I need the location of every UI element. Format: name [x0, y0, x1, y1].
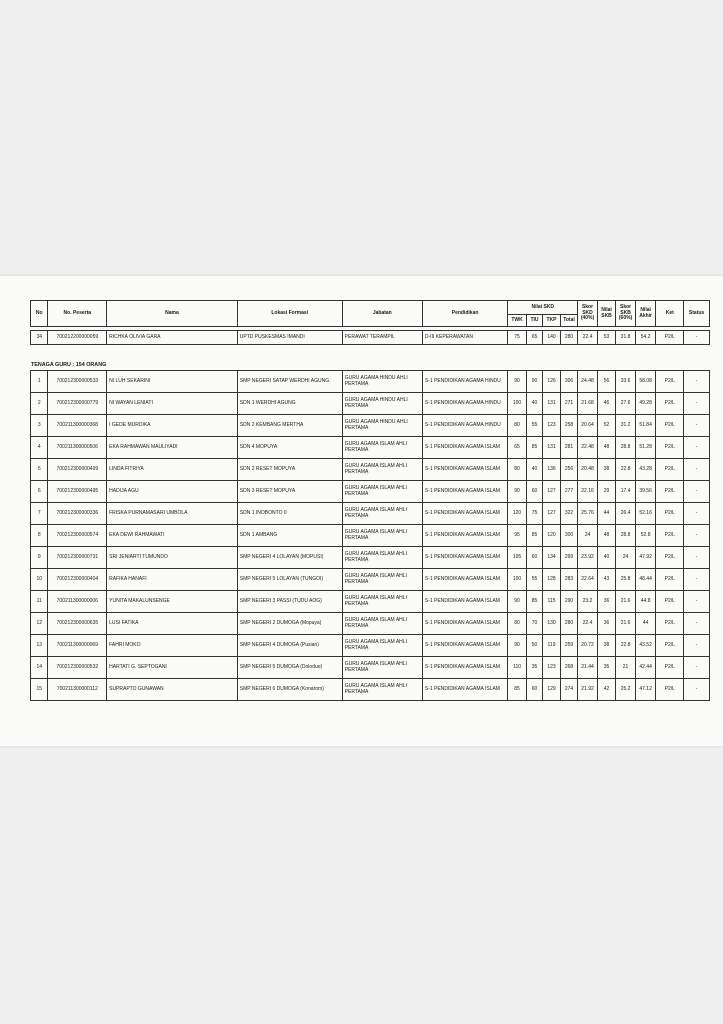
- table-row: [31, 371, 710, 393]
- cell-total: 268: [560, 657, 577, 679]
- cell-peserta: 700212300000404: [48, 569, 107, 591]
- cell-skor-skb: 31.2: [616, 415, 636, 437]
- cell-nama: FRISKA PURNAMASARI UMBOLA: [107, 503, 238, 525]
- cell-status: -: [684, 569, 710, 591]
- cell-tiu: 35: [526, 657, 542, 679]
- cell-twk: 110: [508, 657, 527, 679]
- table-row: [31, 437, 710, 459]
- cell-total: 306: [560, 371, 577, 393]
- cell-nama: NI LUH SEKARINI: [107, 371, 238, 393]
- cell-twk: 65: [508, 437, 527, 459]
- cell-peserta: 700211300000506: [48, 437, 107, 459]
- cell-nama: LUSI FATIKA: [107, 613, 238, 635]
- cell-tkp: 128: [543, 569, 560, 591]
- cell-nilai-skb: 36: [597, 613, 616, 635]
- cell-total: 290: [560, 591, 577, 613]
- cell-status: -: [684, 415, 710, 437]
- cell-total: 283: [560, 569, 577, 591]
- cell-tiu: 90: [526, 371, 542, 393]
- cell-nilai-skb: 35: [597, 657, 616, 679]
- cell-no: 15: [31, 679, 48, 701]
- cell-nilai-skb: 40: [597, 547, 616, 569]
- cell-twk: 90: [508, 635, 527, 657]
- cell-skor-skb: 21: [616, 657, 636, 679]
- col-nilai-akhir: Nilai Akhir: [635, 301, 656, 327]
- cell-nama: RAFIKA HANAFI: [107, 569, 238, 591]
- cell-skor-skd: 22.64: [578, 569, 598, 591]
- cell-tiu: 55: [526, 569, 542, 591]
- cell-skor-skb: 27.6: [616, 393, 636, 415]
- cell-tiu: 85: [526, 525, 542, 547]
- cell-lokasi: SMP NEGERI 4 DUMOGA (Pusian): [237, 635, 342, 657]
- cell-skor-skd: 21.68: [578, 393, 598, 415]
- cell-no: 5: [31, 459, 48, 481]
- cell-no: 12: [31, 613, 48, 635]
- cell-akhir: 54.2: [635, 331, 656, 345]
- cell-tiu: 85: [526, 591, 542, 613]
- cell-peserta: 700212300000499: [48, 459, 107, 481]
- cell-tkp: 123: [543, 657, 560, 679]
- table-row: [31, 657, 710, 679]
- cell-ket: P2/L: [656, 591, 684, 613]
- cell-nilai-skb: 46: [597, 393, 616, 415]
- cell-skor-skb: 21.6: [616, 591, 636, 613]
- cell-lokasi: SMP NEGERI 5 LOLAYAN (TUNGOI): [237, 569, 342, 591]
- results-table-header: [30, 300, 710, 345]
- cell-status: -: [684, 481, 710, 503]
- cell-lokasi: SDN 1 AMBANG: [237, 525, 342, 547]
- table-row: [31, 635, 710, 657]
- cell-lokasi: UPTD PUSKESMAS IMANDI: [237, 331, 342, 345]
- cell-jabatan: GURU AGAMA ISLAM AHLI PERTAMA: [342, 503, 422, 525]
- cell-nama: SUPRAPTO GUNAWAN: [107, 679, 238, 701]
- cell-peserta: 700211300000006: [48, 591, 107, 613]
- cell-no: 13: [31, 635, 48, 657]
- cell-no: 1: [31, 371, 48, 393]
- table-row: [31, 459, 710, 481]
- cell-jabatan: GURU AGAMA ISLAM AHLI PERTAMA: [342, 459, 422, 481]
- table-row: [31, 393, 710, 415]
- cell-total: 280: [560, 613, 577, 635]
- cell-nilai-skb: 48: [597, 525, 616, 547]
- cell-nilai-skb: 36: [597, 591, 616, 613]
- col-twk: TWK: [508, 315, 527, 327]
- cell-status: -: [684, 547, 710, 569]
- cell-skor-skb: 28.8: [616, 525, 636, 547]
- cell-peserta: 700212300000779: [48, 393, 107, 415]
- table-row: [31, 525, 710, 547]
- cell-peserta: 700212300000495: [48, 481, 107, 503]
- col-nilai-skd: Nilai SKD: [508, 301, 578, 315]
- table-row: [31, 415, 710, 437]
- cell-skor-skd: 20.64: [578, 415, 598, 437]
- cell-akhir: 44.8: [635, 591, 656, 613]
- cell-tkp: 129: [543, 679, 560, 701]
- cell-pendidikan: S-1 PENDIDIKAN AGAMA ISLAM: [422, 635, 507, 657]
- cell-skor-skd: 21.92: [578, 679, 598, 701]
- cell-akhir: 42.44: [635, 657, 656, 679]
- cell-pendidikan: S-1 PENDIDIKAN AGAMA ISLAM: [422, 591, 507, 613]
- cell-tkp: 120: [543, 525, 560, 547]
- cell-peserta: 700212300000635: [48, 613, 107, 635]
- cell-tkp: 130: [543, 613, 560, 635]
- cell-nama: SRI JENIARTI TUMUNDO: [107, 547, 238, 569]
- cell-total: 274: [560, 679, 577, 701]
- cell-ket: P2/L: [656, 635, 684, 657]
- cell-skor-skb: 17.4: [616, 481, 636, 503]
- cell-nama: HADIJA AGU: [107, 481, 238, 503]
- cell-tiu: 60: [526, 679, 542, 701]
- cell-ket: P2/L: [656, 415, 684, 437]
- cell-skor-skd: 22.4: [578, 331, 598, 345]
- table-row: [31, 331, 710, 345]
- cell-peserta: 700212300000336: [48, 503, 107, 525]
- cell-total: 299: [560, 547, 577, 569]
- cell-skor-skd: 24: [578, 525, 598, 547]
- cell-lokasi: SDN 1 INOBONTO II: [237, 503, 342, 525]
- cell-pendidikan: S-1 PENDIDIKAN AGAMA ISLAM: [422, 613, 507, 635]
- cell-tkp: 131: [543, 393, 560, 415]
- cell-skor-skd: 20.48: [578, 459, 598, 481]
- cell-status: -: [684, 635, 710, 657]
- cell-total: 281: [560, 437, 577, 459]
- cell-twk: 75: [508, 331, 527, 345]
- cell-lokasi: SMP NEGERI 3 PASSI (TUDU AOG): [237, 591, 342, 613]
- cell-ket: P2/L: [656, 613, 684, 635]
- cell-status: -: [684, 613, 710, 635]
- cell-ket: P2/L: [656, 569, 684, 591]
- cell-pendidikan: S-1 PENDIDIKAN AGAMA ISLAM: [422, 503, 507, 525]
- cell-total: 322: [560, 503, 577, 525]
- table-row: [31, 503, 710, 525]
- cell-pendidikan: S-1 PENDIDIKAN AGAMA ISLAM: [422, 481, 507, 503]
- cell-jabatan: GURU AGAMA ISLAM AHLI PERTAMA: [342, 657, 422, 679]
- cell-jabatan: GURU AGAMA ISLAM AHLI PERTAMA: [342, 613, 422, 635]
- cell-tkp: 123: [543, 415, 560, 437]
- cell-pendidikan: S-1 PENDIDIKAN AGAMA ISLAM: [422, 547, 507, 569]
- cell-skor-skb: 22.8: [616, 635, 636, 657]
- cell-tkp: 136: [543, 459, 560, 481]
- cell-skor-skb: 26.4: [616, 503, 636, 525]
- cell-ket: P2/L: [656, 331, 684, 345]
- table-row: [31, 591, 710, 613]
- cell-akhir: 49.28: [635, 393, 656, 415]
- cell-no: 9: [31, 547, 48, 569]
- cell-twk: 80: [508, 415, 527, 437]
- cell-lokasi: SMP NEGERI 4 LOLAYAN (MOPUSI): [237, 547, 342, 569]
- cell-tiu: 60: [526, 547, 542, 569]
- cell-jabatan: GURU AGAMA ISLAM AHLI PERTAMA: [342, 525, 422, 547]
- cell-jabatan: GURU AGAMA ISLAM AHLI PERTAMA: [342, 591, 422, 613]
- cell-jabatan: GURU AGAMA ISLAM AHLI PERTAMA: [342, 547, 422, 569]
- cell-ket: P2/L: [656, 437, 684, 459]
- cell-lokasi: SDN 3 RESET MOPUYA: [237, 481, 342, 503]
- cell-twk: 90: [508, 371, 527, 393]
- cell-skor-skd: 20.72: [578, 635, 598, 657]
- cell-tkp: 127: [543, 481, 560, 503]
- cell-skor-skd: 25.76: [578, 503, 598, 525]
- cell-lokasi: SDN 2 RESET MOPUYA: [237, 459, 342, 481]
- cell-total: 300: [560, 525, 577, 547]
- cell-skor-skb: 25.8: [616, 569, 636, 591]
- cell-skor-skd: 23.92: [578, 547, 598, 569]
- cell-status: -: [684, 393, 710, 415]
- cell-jabatan: GURU AGAMA HINDU AHLI PERTAMA: [342, 393, 422, 415]
- cell-status: -: [684, 331, 710, 345]
- cell-nama: YUNITA MAKALUNSENGE: [107, 591, 238, 613]
- cell-tiu: 85: [526, 437, 542, 459]
- table-row: [31, 613, 710, 635]
- cell-lokasi: SDN 1 WERDHI AGUNG: [237, 393, 342, 415]
- cell-no: 34: [31, 331, 48, 345]
- cell-status: -: [684, 371, 710, 393]
- cell-akhir: 51.84: [635, 415, 656, 437]
- cell-ket: P2/L: [656, 459, 684, 481]
- cell-nilai-skb: 38: [597, 635, 616, 657]
- cell-nama: HARTATI G. SEPTOGANI: [107, 657, 238, 679]
- col-skor-skb: Skor SKB (60%): [616, 301, 636, 327]
- cell-nama: RICHKA OLIVIA GARA: [107, 331, 238, 345]
- cell-twk: 80: [508, 613, 527, 635]
- table-row: [31, 547, 710, 569]
- col-jabatan: Jabatan: [342, 301, 422, 327]
- col-nama: Nama: [107, 301, 238, 327]
- cell-jabatan: GURU AGAMA HINDU AHLI PERTAMA: [342, 415, 422, 437]
- cell-peserta: 700212300000731: [48, 547, 107, 569]
- cell-tiu: 50: [526, 635, 542, 657]
- cell-ket: P2/L: [656, 679, 684, 701]
- cell-skor-skd: 22.48: [578, 437, 598, 459]
- cell-peserta: 700211300000112: [48, 679, 107, 701]
- cell-twk: 120: [508, 503, 527, 525]
- cell-jabatan: PERAWAT TERAMPIL: [342, 331, 422, 345]
- cell-skor-skb: 33.6: [616, 371, 636, 393]
- col-lokasi-formasi: Lokasi Formasi: [237, 301, 342, 327]
- cell-nilai-skb: 42: [597, 679, 616, 701]
- cell-pendidikan: S-1 PENDIDIKAN AGAMA ISLAM: [422, 569, 507, 591]
- cell-no: 10: [31, 569, 48, 591]
- col-skor-skd: Skor SKD (40%): [578, 301, 598, 327]
- col-tiu: TIU: [526, 315, 542, 327]
- col-status: Status: [684, 301, 710, 327]
- cell-nilai-skb: 56: [597, 371, 616, 393]
- cell-pendidikan: S-1 PENDIDIKAN AGAMA ISLAM: [422, 525, 507, 547]
- cell-nilai-skb: 44: [597, 503, 616, 525]
- cell-peserta: 700212200000059: [48, 331, 107, 345]
- cell-nilai-skb: 53: [597, 331, 616, 345]
- cell-total: 259: [560, 635, 577, 657]
- cell-pendidikan: D-III KEPERAWATAN: [422, 331, 507, 345]
- cell-no: 4: [31, 437, 48, 459]
- cell-akhir: 47.92: [635, 547, 656, 569]
- section-title: TENAGA GURU : 154 ORANG: [31, 362, 107, 368]
- cell-jabatan: GURU AGAMA ISLAM AHLI PERTAMA: [342, 481, 422, 503]
- cell-ket: P2/L: [656, 371, 684, 393]
- cell-skor-skb: 21.6: [616, 613, 636, 635]
- cell-akhir: 48.44: [635, 569, 656, 591]
- cell-jabatan: GURU AGAMA ISLAM AHLI PERTAMA: [342, 679, 422, 701]
- cell-akhir: 43.52: [635, 635, 656, 657]
- cell-status: -: [684, 459, 710, 481]
- cell-total: 277: [560, 481, 577, 503]
- cell-tiu: 65: [526, 331, 542, 345]
- cell-jabatan: GURU AGAMA HINDU AHLI PERTAMA: [342, 371, 422, 393]
- cell-skor-skb: 24: [616, 547, 636, 569]
- col-total: Total: [560, 315, 578, 327]
- cell-tiu: 70: [526, 613, 542, 635]
- cell-tiu: 40: [526, 393, 542, 415]
- cell-peserta: 700211300000069: [48, 635, 107, 657]
- cell-tiu: 55: [526, 415, 542, 437]
- cell-nama: I GEDE MURDIKA: [107, 415, 238, 437]
- cell-tkp: 127: [543, 503, 560, 525]
- cell-akhir: 44: [635, 613, 656, 635]
- cell-ket: P2/L: [656, 657, 684, 679]
- table-row: [31, 679, 710, 701]
- cell-pendidikan: S-1 PENDIDIKAN AGAMA HINDU: [422, 393, 507, 415]
- cell-nama: EKA DEWI RAHMAWATI: [107, 525, 238, 547]
- cell-pendidikan: S-1 PENDIDIKAN AGAMA ISLAM: [422, 437, 507, 459]
- cell-peserta: 700212300000574: [48, 525, 107, 547]
- cell-no: 14: [31, 657, 48, 679]
- cell-nilai-skb: 38: [597, 459, 616, 481]
- cell-tkp: 140: [543, 331, 560, 345]
- table-row: [31, 569, 710, 591]
- cell-status: -: [684, 437, 710, 459]
- cell-nilai-skb: 29: [597, 481, 616, 503]
- cell-nama: FAHRI MOKO: [107, 635, 238, 657]
- cell-tkp: 115: [543, 591, 560, 613]
- cell-pendidikan: S-1 PENDIDIKAN AGAMA ISLAM: [422, 657, 507, 679]
- cell-ket: P2/L: [656, 481, 684, 503]
- cell-ket: P2/L: [656, 547, 684, 569]
- cell-ket: P2/L: [656, 393, 684, 415]
- cell-akhir: 39.56: [635, 481, 656, 503]
- cell-twk: 105: [508, 547, 527, 569]
- cell-total: 271: [560, 393, 577, 415]
- cell-akhir: 51.28: [635, 437, 656, 459]
- cell-lokasi: SMP NEGERI 5 DUMOGA (Doloduo): [237, 657, 342, 679]
- cell-no: 8: [31, 525, 48, 547]
- cell-nama: NI WAYAN LENIATI: [107, 393, 238, 415]
- cell-skor-skd: 22.16: [578, 481, 598, 503]
- cell-tkp: 131: [543, 437, 560, 459]
- cell-nama: LINDA FITRIYA: [107, 459, 238, 481]
- cell-twk: 100: [508, 393, 527, 415]
- cell-lokasi: SMP NEGERI 6 DUMOGA (Konarom): [237, 679, 342, 701]
- cell-total: 280: [560, 331, 578, 345]
- col-pendidikan: Pendidikan: [422, 301, 507, 327]
- col-tkp: TKP: [543, 315, 560, 327]
- cell-twk: 95: [508, 525, 527, 547]
- cell-tiu: 40: [526, 459, 542, 481]
- cell-skor-skb: 31.8: [616, 331, 636, 345]
- cell-tiu: 75: [526, 503, 542, 525]
- cell-twk: 80: [508, 459, 527, 481]
- cell-lokasi: SDN 2 KEMBANG MERTHA: [237, 415, 342, 437]
- col-no: No: [31, 301, 48, 327]
- table-row: [31, 481, 710, 503]
- cell-skor-skd: 22.4: [578, 613, 598, 635]
- cell-no: 3: [31, 415, 48, 437]
- cell-akhir: 47.12: [635, 679, 656, 701]
- cell-pendidikan: S-1 PENDIDIKAN AGAMA ISLAM: [422, 679, 507, 701]
- cell-status: -: [684, 657, 710, 679]
- cell-nama: EKA RAHMAWAN MAULIYADI: [107, 437, 238, 459]
- cell-nilai-skb: 48: [597, 437, 616, 459]
- cell-status: -: [684, 503, 710, 525]
- cell-no: 2: [31, 393, 48, 415]
- cell-nilai-skb: 52: [597, 415, 616, 437]
- cell-akhir: 52.8: [635, 525, 656, 547]
- cell-tiu: 60: [526, 481, 542, 503]
- cell-lokasi: SMP NEGERI 2 DUMOGA (Mopuya): [237, 613, 342, 635]
- cell-lokasi: SDN 4 MOPUYA: [237, 437, 342, 459]
- cell-akhir: 52.16: [635, 503, 656, 525]
- col-ket: Ket: [656, 301, 684, 327]
- cell-jabatan: GURU AGAMA ISLAM AHLI PERTAMA: [342, 635, 422, 657]
- cell-ket: P2/L: [656, 503, 684, 525]
- col-nilai-skb: Nilai SKB: [597, 301, 616, 327]
- cell-status: -: [684, 525, 710, 547]
- cell-pendidikan: S-1 PENDIDIKAN AGAMA HINDU: [422, 415, 507, 437]
- col-no-peserta: No. Peserta: [48, 301, 107, 327]
- cell-skor-skb: 25.2: [616, 679, 636, 701]
- cell-total: 258: [560, 415, 577, 437]
- cell-akhir: 43.28: [635, 459, 656, 481]
- cell-jabatan: GURU AGAMA ISLAM AHLI PERTAMA: [342, 569, 422, 591]
- results-table: [30, 370, 710, 701]
- cell-tkp: 119: [543, 635, 560, 657]
- cell-status: -: [684, 591, 710, 613]
- cell-skor-skb: 28.8: [616, 437, 636, 459]
- cell-skor-skd: 24.48: [578, 371, 598, 393]
- cell-skor-skd: 21.44: [578, 657, 598, 679]
- cell-twk: 90: [508, 481, 527, 503]
- cell-pendidikan: S-1 PENDIDIKAN AGAMA ISLAM: [422, 459, 507, 481]
- cell-no: 7: [31, 503, 48, 525]
- cell-lokasi: SMP NEGERI SATAP WERDHI AGUNG: [237, 371, 342, 393]
- cell-status: -: [684, 679, 710, 701]
- cell-twk: 90: [508, 591, 527, 613]
- cell-skor-skd: 23.2: [578, 591, 598, 613]
- cell-peserta: 700212300000533: [48, 371, 107, 393]
- cell-ket: P2/L: [656, 525, 684, 547]
- cell-no: 11: [31, 591, 48, 613]
- cell-akhir: 58.08: [635, 371, 656, 393]
- cell-pendidikan: S-1 PENDIDIKAN AGAMA HINDU: [422, 371, 507, 393]
- cell-nilai-skb: 43: [597, 569, 616, 591]
- cell-tkp: 134: [543, 547, 560, 569]
- cell-skor-skb: 22.8: [616, 459, 636, 481]
- cell-twk: 85: [508, 679, 527, 701]
- cell-jabatan: GURU AGAMA ISLAM AHLI PERTAMA: [342, 437, 422, 459]
- cell-twk: 100: [508, 569, 527, 591]
- cell-total: 256: [560, 459, 577, 481]
- cell-peserta: 700212300000532: [48, 657, 107, 679]
- cell-peserta: 700211300000368: [48, 415, 107, 437]
- cell-no: 6: [31, 481, 48, 503]
- cell-tkp: 126: [543, 371, 560, 393]
